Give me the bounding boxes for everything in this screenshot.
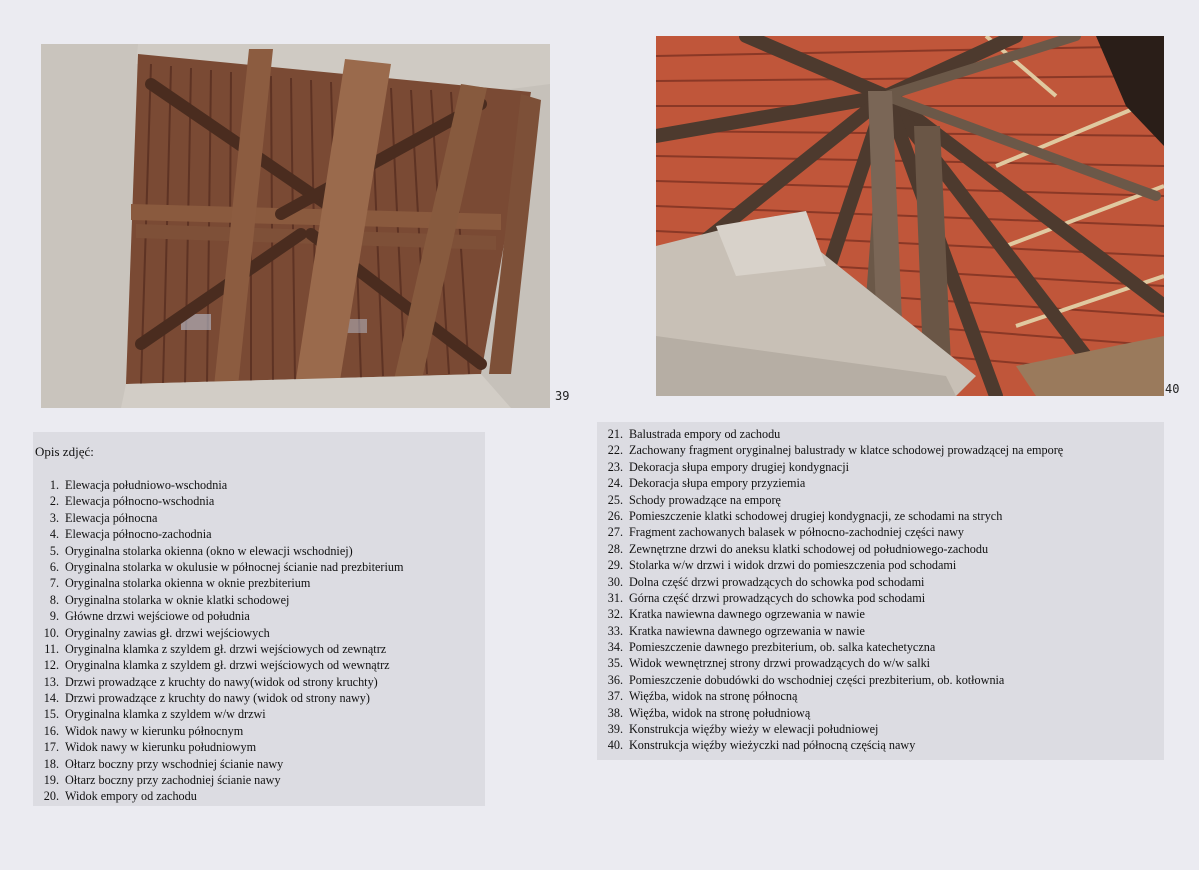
caption-text: Dekoracja słupa empory drugiej kondygnacji bbox=[629, 459, 849, 474]
caption-number: 29. bbox=[607, 558, 623, 573]
caption-text: Kratka nawiewna dawnego ogrzewania w nawie bbox=[629, 607, 865, 622]
caption-number: 2. bbox=[49, 494, 59, 509]
caption-text: Pomieszczenie dawnego prezbiterium, ob. salka katechetyczna bbox=[629, 640, 936, 655]
caption-item bbox=[33, 641, 403, 657]
caption-number: 32. bbox=[607, 607, 623, 622]
caption-text: Oryginalna klamka z szyldem w/w drzwi bbox=[65, 707, 266, 722]
caption-number: 16. bbox=[43, 723, 59, 738]
caption-text: Oryginalna klamka z szyldem gł. drzwi wejściowych od wewnątrz bbox=[65, 658, 390, 673]
photo-40 bbox=[656, 36, 1164, 396]
caption-text: Drzwi prowadzące z kruchty do nawy (widok od strony nawy) bbox=[65, 691, 370, 706]
caption-item bbox=[33, 526, 403, 542]
caption-text: Ołtarz boczny przy wschodniej ścianie nawy bbox=[65, 756, 284, 771]
caption-item bbox=[597, 442, 1063, 458]
caption-text: Elewacja południowo-wschodnia bbox=[65, 478, 228, 492]
caption-text: Więźba, widok na stronę południową bbox=[629, 705, 811, 720]
caption-item bbox=[597, 737, 1063, 753]
caption-text: Elewacja północno-wschodnia bbox=[65, 494, 215, 509]
caption-text: Konstrukcja więźby wieży w elewacji południowej bbox=[629, 722, 879, 737]
caption-item bbox=[33, 706, 403, 722]
photo-39 bbox=[41, 44, 550, 408]
caption-item bbox=[597, 672, 1063, 688]
caption-number: 13. bbox=[43, 674, 59, 689]
caption-item bbox=[33, 543, 403, 559]
caption-item bbox=[33, 559, 403, 575]
caption-item bbox=[597, 459, 1063, 475]
caption-text: Drzwi prowadzące z kruchty do nawy(widok od strony kruchty) bbox=[65, 674, 378, 689]
caption-item bbox=[33, 723, 403, 739]
caption-number: 26. bbox=[607, 508, 623, 523]
caption-text: Fragment zachowanych balasek w północno-zachodniej części nawy bbox=[629, 525, 965, 540]
caption-number: 21. bbox=[607, 427, 623, 441]
caption-item bbox=[33, 575, 403, 591]
caption-item bbox=[33, 772, 403, 788]
caption-text: Główne drzwi wejściowe od południa bbox=[65, 609, 250, 624]
caption-text: Widok wewnętrznej strony drzwi prowadzących do w/w salki bbox=[629, 656, 931, 671]
caption-item bbox=[597, 508, 1063, 524]
caption-item bbox=[33, 674, 403, 690]
caption-item bbox=[33, 657, 403, 673]
caption-number: 23. bbox=[607, 459, 623, 474]
caption-number: 38. bbox=[607, 705, 623, 720]
caption-item bbox=[597, 426, 1063, 442]
caption-text: Dolna część drzwi prowadzących do schowka pod schodami bbox=[629, 574, 925, 589]
photo-number-40: 40 bbox=[1165, 382, 1180, 396]
caption-item bbox=[33, 625, 403, 641]
turret-roof-truss-image bbox=[656, 36, 1164, 396]
caption-text: Stolarka w/w drzwi i widok drzwi do pomieszczenia pod schodami bbox=[629, 558, 957, 573]
caption-item bbox=[597, 655, 1063, 671]
caption-title: Opis zdjęć: bbox=[35, 444, 94, 459]
caption-number: 22. bbox=[607, 443, 623, 458]
caption-text: Pomieszczenie dobudówki do wschodniej części prezbiterium, ob. kotłownia bbox=[629, 672, 1005, 687]
caption-number: 9. bbox=[49, 609, 59, 624]
caption-text: Elewacja północna bbox=[65, 510, 158, 525]
caption-number: 8. bbox=[49, 592, 59, 607]
caption-text: Kratka nawiewna dawnego ogrzewania w nawie bbox=[629, 623, 865, 638]
caption-item bbox=[33, 690, 403, 706]
caption-number: 34. bbox=[607, 640, 623, 655]
caption-item bbox=[33, 608, 403, 624]
caption-item bbox=[597, 492, 1063, 508]
caption-list-left bbox=[33, 477, 403, 805]
caption-text: Oryginalny zawias gł. drzwi wejściowych bbox=[65, 625, 270, 640]
caption-text: Ołtarz boczny przy zachodniej ścianie nawy bbox=[65, 773, 281, 788]
caption-number: 25. bbox=[607, 492, 623, 507]
caption-number: 4. bbox=[49, 527, 59, 542]
caption-text: Górna część drzwi prowadzących do schowka pod schodami bbox=[629, 590, 926, 605]
caption-item bbox=[597, 688, 1063, 704]
caption-item bbox=[33, 592, 403, 608]
caption-number: 35. bbox=[607, 656, 623, 671]
caption-number: 31. bbox=[607, 590, 623, 605]
caption-number: 17. bbox=[43, 740, 59, 755]
caption-item bbox=[33, 510, 403, 526]
caption-item bbox=[33, 756, 403, 772]
tower-roof-truss-image bbox=[41, 44, 550, 408]
caption-number: 11. bbox=[44, 641, 59, 656]
caption-number: 10. bbox=[43, 625, 59, 640]
caption-item bbox=[597, 606, 1063, 622]
caption-number: 7. bbox=[49, 576, 59, 591]
caption-text: Pomieszczenie klatki schodowej drugiej kondygnacji, ze schodami na strych bbox=[629, 508, 1003, 523]
caption-item bbox=[597, 541, 1063, 557]
caption-list-right bbox=[597, 426, 1063, 754]
caption-text: Oryginalna stolarka okienna (okno w elewacji wschodniej) bbox=[65, 543, 353, 558]
caption-number: 6. bbox=[49, 559, 59, 574]
caption-number: 5. bbox=[49, 543, 59, 558]
caption-number: 37. bbox=[607, 689, 623, 704]
caption-item bbox=[597, 590, 1063, 606]
caption-number: 28. bbox=[607, 541, 623, 556]
caption-number: 30. bbox=[607, 574, 623, 589]
caption-number: 40. bbox=[607, 738, 623, 753]
caption-text: Widok empory od zachodu bbox=[65, 789, 197, 804]
caption-number: 3. bbox=[49, 510, 59, 525]
caption-item bbox=[597, 639, 1063, 655]
caption-number: 39. bbox=[607, 722, 623, 737]
caption-number: 14. bbox=[43, 691, 59, 706]
caption-item bbox=[597, 705, 1063, 721]
caption-text: Balustrada empory od zachodu bbox=[629, 427, 781, 441]
caption-number: 36. bbox=[607, 672, 623, 687]
caption-item bbox=[597, 557, 1063, 573]
caption-item bbox=[597, 574, 1063, 590]
caption-number: 33. bbox=[607, 623, 623, 638]
caption-item bbox=[597, 475, 1063, 491]
caption-text: Schody prowadzące na emporę bbox=[629, 492, 781, 507]
caption-text: Oryginalna stolarka w okulusie w północnej ścianie nad prezbiterium bbox=[65, 559, 404, 574]
caption-number: 18. bbox=[43, 756, 59, 771]
caption-number: 19. bbox=[43, 773, 59, 788]
caption-item bbox=[33, 493, 403, 509]
caption-item bbox=[33, 739, 403, 755]
caption-text: Oryginalna klamka z szyldem gł. drzwi wejściowych od zewnątrz bbox=[65, 641, 387, 656]
caption-number: 15. bbox=[43, 707, 59, 722]
caption-item bbox=[597, 623, 1063, 639]
caption-text: Elewacja północno-zachodnia bbox=[65, 527, 212, 542]
caption-number: 24. bbox=[607, 476, 623, 491]
caption-text: Konstrukcja więźby wieżyczki nad północną częścią nawy bbox=[629, 738, 916, 753]
caption-text: Oryginalna stolarka okienna w oknie prezbiterium bbox=[65, 576, 311, 591]
caption-item bbox=[33, 477, 403, 493]
caption-text: Zachowany fragment oryginalnej balustrady w klatce schodowej prowadzącej na emporę bbox=[629, 443, 1064, 458]
caption-number: 12. bbox=[43, 658, 59, 673]
caption-item bbox=[597, 524, 1063, 540]
caption-text: Widok nawy w kierunku północnym bbox=[65, 723, 244, 738]
caption-number: 20. bbox=[43, 789, 59, 804]
caption-item bbox=[33, 788, 403, 804]
photo-number-39: 39 bbox=[555, 389, 570, 403]
caption-text: Oryginalna stolarka w oknie klatki schodowej bbox=[65, 592, 290, 607]
caption-text: Widok nawy w kierunku południowym bbox=[65, 740, 257, 755]
caption-text: Więźba, widok na stronę północną bbox=[629, 689, 798, 704]
caption-text: Dekoracja słupa empory przyziemia bbox=[629, 476, 806, 491]
caption-text: Zewnętrzne drzwi do aneksu klatki schodowej od południowego-zachodu bbox=[629, 541, 989, 556]
caption-item bbox=[597, 721, 1063, 737]
caption-number: 1. bbox=[49, 478, 59, 492]
caption-number: 27. bbox=[607, 525, 623, 540]
